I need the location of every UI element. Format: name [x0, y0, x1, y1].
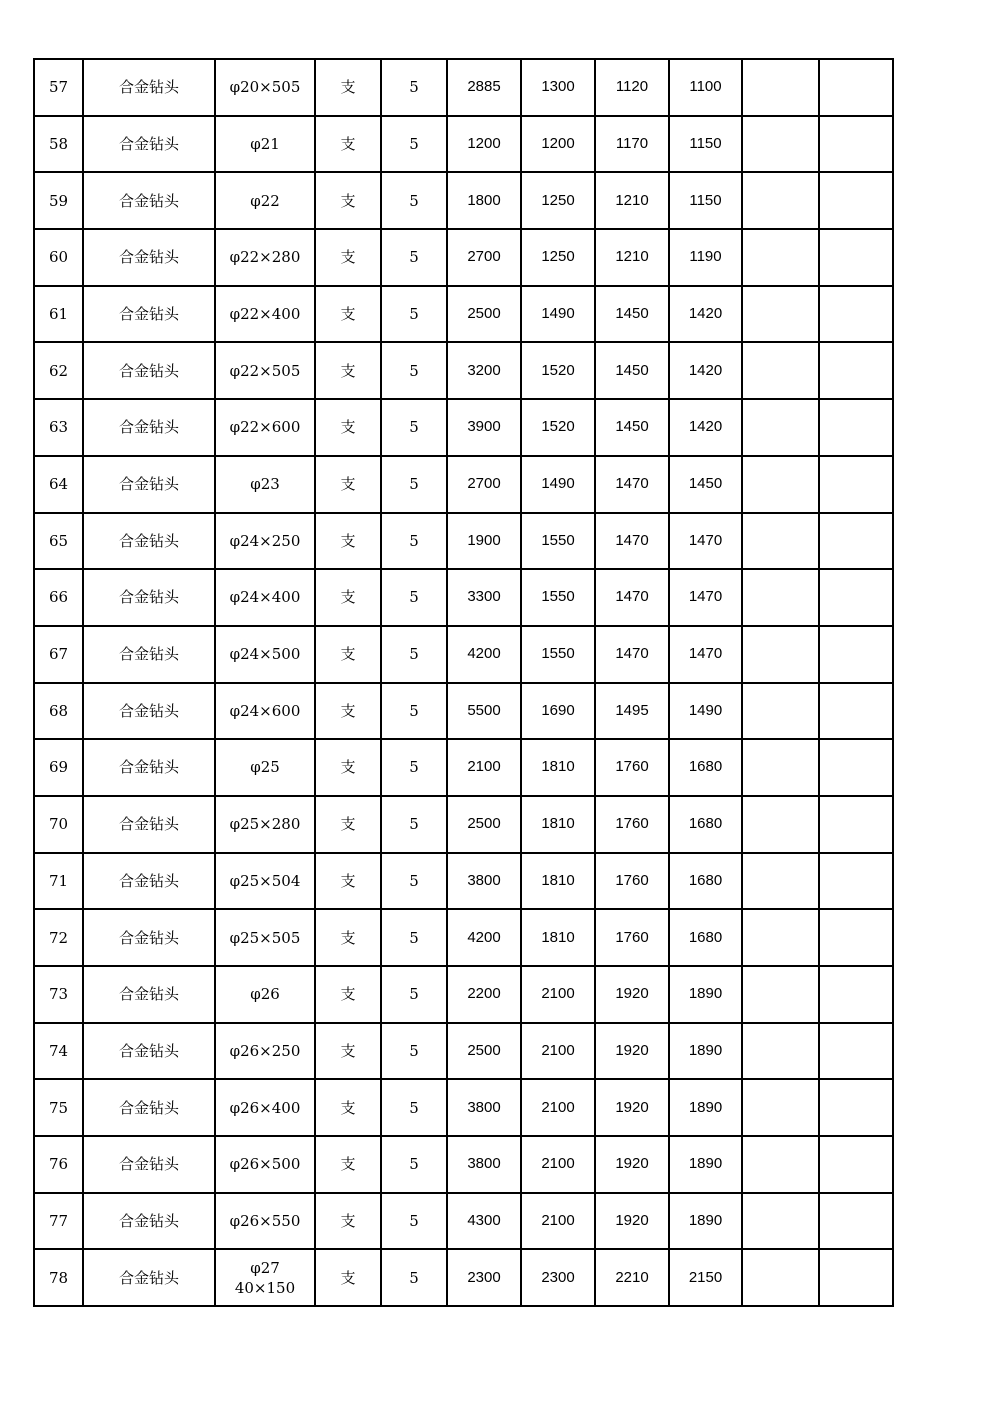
item-quantity: 5: [381, 1136, 447, 1193]
price-table: [33, 58, 894, 1307]
blank-cell-1: [742, 1079, 819, 1136]
item-quantity: 5: [381, 286, 447, 343]
row-number: 76: [34, 1136, 83, 1193]
row-number: 66: [34, 569, 83, 626]
blank-cell-2: [819, 342, 893, 399]
item-quantity: 5: [381, 513, 447, 570]
item-spec-line: φ22×400: [229, 304, 301, 323]
table-row: [34, 853, 893, 910]
price-1: 2500: [447, 286, 521, 343]
blank-cell-2: [819, 1193, 893, 1250]
item-spec-line: φ25×505: [229, 928, 301, 947]
price-3: 1470: [595, 569, 669, 626]
item-quantity: 5: [381, 59, 447, 116]
price-1: 3800: [447, 853, 521, 910]
price-2: 1520: [521, 399, 595, 456]
price-4: 1890: [669, 1193, 742, 1250]
price-4: 1190: [669, 229, 742, 286]
item-name: 合金钻头: [83, 626, 215, 683]
item-unit: 支: [315, 59, 381, 116]
item-name: 合金钻头: [83, 456, 215, 513]
row-number: 59: [34, 172, 83, 229]
item-spec-line: φ26×550: [229, 1211, 301, 1230]
item-unit: 支: [315, 342, 381, 399]
item-name: 合金钻头: [83, 683, 215, 740]
price-2: 1550: [521, 513, 595, 570]
item-spec-line: φ20×505: [229, 78, 301, 97]
price-1: 2300: [447, 1249, 521, 1306]
item-quantity: 5: [381, 1249, 447, 1306]
item-unit: 支: [315, 286, 381, 343]
item-unit: 支: [315, 853, 381, 910]
item-spec-line: φ21: [250, 134, 280, 153]
price-1: 4300: [447, 1193, 521, 1250]
price-3: 1470: [595, 456, 669, 513]
item-spec-line: φ24×250: [229, 531, 301, 550]
price-2: 1810: [521, 796, 595, 853]
blank-cell-1: [742, 513, 819, 570]
price-4: 1470: [669, 626, 742, 683]
price-2: 2100: [521, 1136, 595, 1193]
item-spec-line: φ25: [250, 758, 280, 777]
price-3: 1920: [595, 1079, 669, 1136]
item-unit: 支: [315, 683, 381, 740]
item-name: 合金钻头: [83, 1193, 215, 1250]
table-row: [34, 569, 893, 626]
item-spec-line: φ27: [250, 1258, 280, 1277]
blank-cell-1: [742, 683, 819, 740]
price-2: 1250: [521, 229, 595, 286]
price-3: 1760: [595, 909, 669, 966]
price-3: 2210: [595, 1249, 669, 1306]
blank-cell-1: [742, 456, 819, 513]
item-spec: [215, 342, 315, 399]
table-row: [34, 456, 893, 513]
item-quantity: 5: [381, 172, 447, 229]
item-spec: [215, 1249, 315, 1306]
table-row: [34, 399, 893, 456]
blank-cell-2: [819, 853, 893, 910]
blank-cell-2: [819, 569, 893, 626]
item-quantity: 5: [381, 683, 447, 740]
price-2: 1490: [521, 286, 595, 343]
price-1: 2885: [447, 59, 521, 116]
item-name: 合金钻头: [83, 229, 215, 286]
item-spec: [215, 1023, 315, 1080]
item-spec: [215, 569, 315, 626]
item-spec: [215, 739, 315, 796]
price-1: 3300: [447, 569, 521, 626]
price-1: 2100: [447, 739, 521, 796]
item-name: 合金钻头: [83, 286, 215, 343]
blank-cell-1: [742, 569, 819, 626]
table-row: [34, 342, 893, 399]
table-row: [34, 739, 893, 796]
item-quantity: 5: [381, 909, 447, 966]
item-spec-line: φ22×280: [229, 248, 301, 267]
blank-cell-2: [819, 172, 893, 229]
blank-cell-1: [742, 59, 819, 116]
blank-cell-1: [742, 966, 819, 1023]
price-1: 2500: [447, 796, 521, 853]
item-spec: [215, 853, 315, 910]
price-4: 1470: [669, 513, 742, 570]
price-3: 1450: [595, 399, 669, 456]
blank-cell-2: [819, 286, 893, 343]
price-2: 1520: [521, 342, 595, 399]
price-2: 1200: [521, 116, 595, 173]
item-name: 合金钻头: [83, 399, 215, 456]
item-name: 合金钻头: [83, 569, 215, 626]
item-unit: 支: [315, 796, 381, 853]
item-spec: [215, 286, 315, 343]
item-spec: [215, 513, 315, 570]
item-name: 合金钻头: [83, 342, 215, 399]
price-4: 1470: [669, 569, 742, 626]
price-4: 1680: [669, 739, 742, 796]
price-1: 5500: [447, 683, 521, 740]
blank-cell-2: [819, 513, 893, 570]
price-1: 4200: [447, 626, 521, 683]
price-2: 1550: [521, 569, 595, 626]
blank-cell-2: [819, 229, 893, 286]
price-4: 1680: [669, 853, 742, 910]
price-2: 2100: [521, 1023, 595, 1080]
price-1: 3800: [447, 1136, 521, 1193]
item-name: 合金钻头: [83, 1136, 215, 1193]
item-spec: [215, 1136, 315, 1193]
item-spec: [215, 399, 315, 456]
item-unit: 支: [315, 1193, 381, 1250]
blank-cell-2: [819, 966, 893, 1023]
blank-cell-1: [742, 286, 819, 343]
price-3: 1920: [595, 1136, 669, 1193]
item-name: 合金钻头: [83, 739, 215, 796]
price-3: 1920: [595, 1193, 669, 1250]
table-row: [34, 1023, 893, 1080]
table-row: [34, 966, 893, 1023]
item-spec-line: φ26×500: [229, 1155, 301, 1174]
row-number: 77: [34, 1193, 83, 1250]
row-number: 75: [34, 1079, 83, 1136]
price-1: 3200: [447, 342, 521, 399]
item-unit: 支: [315, 116, 381, 173]
price-1: 4200: [447, 909, 521, 966]
price-1: 3800: [447, 1079, 521, 1136]
item-spec: [215, 796, 315, 853]
price-4: 1150: [669, 116, 742, 173]
row-number: 70: [34, 796, 83, 853]
price-2: 1300: [521, 59, 595, 116]
item-spec-line-2: 40×150: [234, 1278, 296, 1297]
item-quantity: 5: [381, 966, 447, 1023]
item-unit: 支: [315, 513, 381, 570]
item-spec: [215, 59, 315, 116]
blank-cell-1: [742, 796, 819, 853]
price-1: 2500: [447, 1023, 521, 1080]
row-number: 69: [34, 739, 83, 796]
row-number: 73: [34, 966, 83, 1023]
price-3: 1450: [595, 286, 669, 343]
price-3: 1920: [595, 1023, 669, 1080]
blank-cell-2: [819, 1136, 893, 1193]
price-4: 1890: [669, 1136, 742, 1193]
blank-cell-2: [819, 116, 893, 173]
item-spec-line: φ24×400: [229, 588, 301, 607]
row-number: 74: [34, 1023, 83, 1080]
item-name: 合金钻头: [83, 853, 215, 910]
row-number: 62: [34, 342, 83, 399]
item-unit: 支: [315, 739, 381, 796]
row-number: 72: [34, 909, 83, 966]
table-row: [34, 59, 893, 116]
item-spec-line: φ26×400: [229, 1098, 301, 1117]
blank-cell-2: [819, 399, 893, 456]
table-row: [34, 626, 893, 683]
item-spec-line: φ22: [250, 191, 280, 210]
item-unit: 支: [315, 1023, 381, 1080]
price-4: 2150: [669, 1249, 742, 1306]
item-spec: [215, 683, 315, 740]
item-name: 合金钻头: [83, 909, 215, 966]
blank-cell-1: [742, 626, 819, 683]
item-unit: 支: [315, 1249, 381, 1306]
price-1: 2200: [447, 966, 521, 1023]
row-number: 67: [34, 626, 83, 683]
blank-cell-2: [819, 909, 893, 966]
item-quantity: 5: [381, 342, 447, 399]
item-unit: 支: [315, 1079, 381, 1136]
price-2: 1810: [521, 853, 595, 910]
item-spec: [215, 229, 315, 286]
row-number: 57: [34, 59, 83, 116]
price-2: 1490: [521, 456, 595, 513]
blank-cell-1: [742, 116, 819, 173]
blank-cell-1: [742, 1249, 819, 1306]
item-name: 合金钻头: [83, 513, 215, 570]
item-spec-line: φ26: [250, 985, 280, 1004]
item-quantity: 5: [381, 569, 447, 626]
item-quantity: 5: [381, 796, 447, 853]
item-unit: 支: [315, 966, 381, 1023]
item-spec-line: φ24×600: [229, 701, 301, 720]
table-row: [34, 683, 893, 740]
price-2: 1690: [521, 683, 595, 740]
price-3: 1470: [595, 626, 669, 683]
blank-cell-1: [742, 399, 819, 456]
price-4: 1420: [669, 286, 742, 343]
item-quantity: 5: [381, 739, 447, 796]
item-spec: [215, 909, 315, 966]
item-name: 合金钻头: [83, 796, 215, 853]
item-name: 合金钻头: [83, 116, 215, 173]
table-row: [34, 1193, 893, 1250]
item-spec: [215, 456, 315, 513]
price-1: 3900: [447, 399, 521, 456]
blank-cell-1: [742, 853, 819, 910]
item-quantity: 5: [381, 229, 447, 286]
item-spec-line: φ22×600: [229, 418, 301, 437]
price-3: 1760: [595, 796, 669, 853]
table-row: [34, 796, 893, 853]
item-spec: [215, 1193, 315, 1250]
blank-cell-2: [819, 59, 893, 116]
blank-cell-1: [742, 739, 819, 796]
item-unit: 支: [315, 172, 381, 229]
price-3: 1170: [595, 116, 669, 173]
item-spec-line: φ25×280: [229, 815, 301, 834]
price-4: 1890: [669, 1079, 742, 1136]
item-quantity: 5: [381, 1193, 447, 1250]
item-name: 合金钻头: [83, 966, 215, 1023]
item-spec: [215, 172, 315, 229]
blank-cell-1: [742, 172, 819, 229]
item-spec-line: φ22×505: [229, 361, 301, 380]
price-1: 2700: [447, 229, 521, 286]
row-number: 60: [34, 229, 83, 286]
price-3: 1760: [595, 853, 669, 910]
item-unit: 支: [315, 569, 381, 626]
price-2: 1810: [521, 909, 595, 966]
blank-cell-2: [819, 739, 893, 796]
price-2: 1810: [521, 739, 595, 796]
blank-cell-1: [742, 909, 819, 966]
item-quantity: 5: [381, 399, 447, 456]
price-2: 1250: [521, 172, 595, 229]
blank-cell-2: [819, 1249, 893, 1306]
table-row: [34, 229, 893, 286]
item-name: 合金钻头: [83, 1023, 215, 1080]
item-spec: [215, 1079, 315, 1136]
blank-cell-1: [742, 342, 819, 399]
price-4: 1680: [669, 909, 742, 966]
item-spec-line: φ25×504: [229, 871, 301, 890]
blank-cell-1: [742, 1193, 819, 1250]
price-4: 1150: [669, 172, 742, 229]
blank-cell-2: [819, 796, 893, 853]
price-3: 1495: [595, 683, 669, 740]
item-quantity: 5: [381, 853, 447, 910]
blank-cell-1: [742, 229, 819, 286]
item-spec-line: φ23: [250, 475, 280, 494]
table-row: [34, 172, 893, 229]
price-4: 1680: [669, 796, 742, 853]
row-number: 65: [34, 513, 83, 570]
price-3: 1920: [595, 966, 669, 1023]
price-3: 1450: [595, 342, 669, 399]
price-4: 1100: [669, 59, 742, 116]
price-1: 1200: [447, 116, 521, 173]
price-1: 1900: [447, 513, 521, 570]
price-4: 1420: [669, 399, 742, 456]
price-2: 2300: [521, 1249, 595, 1306]
blank-cell-2: [819, 626, 893, 683]
blank-cell-2: [819, 1079, 893, 1136]
item-spec: [215, 966, 315, 1023]
blank-cell-1: [742, 1136, 819, 1193]
price-4: 1420: [669, 342, 742, 399]
item-quantity: 5: [381, 1079, 447, 1136]
row-number: 58: [34, 116, 83, 173]
row-number: 78: [34, 1249, 83, 1306]
row-number: 64: [34, 456, 83, 513]
table-row: [34, 909, 893, 966]
price-4: 1890: [669, 966, 742, 1023]
item-quantity: 5: [381, 1023, 447, 1080]
price-2: 2100: [521, 1193, 595, 1250]
price-4: 1890: [669, 1023, 742, 1080]
item-unit: 支: [315, 229, 381, 286]
price-1: 2700: [447, 456, 521, 513]
table-row: [34, 286, 893, 343]
table-row: [34, 513, 893, 570]
table-row: [34, 1136, 893, 1193]
price-3: 1210: [595, 172, 669, 229]
table-body: [34, 59, 893, 1306]
row-number: 71: [34, 853, 83, 910]
price-4: 1490: [669, 683, 742, 740]
row-number: 68: [34, 683, 83, 740]
item-spec-line: φ26×250: [229, 1041, 301, 1060]
item-quantity: 5: [381, 626, 447, 683]
price-3: 1470: [595, 513, 669, 570]
price-4: 1450: [669, 456, 742, 513]
item-quantity: 5: [381, 116, 447, 173]
table-row: [34, 1079, 893, 1136]
item-spec: [215, 116, 315, 173]
item-spec: [215, 626, 315, 683]
price-2: 2100: [521, 966, 595, 1023]
item-unit: 支: [315, 909, 381, 966]
table-row: [34, 116, 893, 173]
blank-cell-1: [742, 1023, 819, 1080]
row-number: 63: [34, 399, 83, 456]
item-name: 合金钻头: [83, 172, 215, 229]
blank-cell-2: [819, 1023, 893, 1080]
item-unit: 支: [315, 399, 381, 456]
price-3: 1120: [595, 59, 669, 116]
item-unit: 支: [315, 456, 381, 513]
table-row: [34, 1249, 893, 1306]
row-number: 61: [34, 286, 83, 343]
price-3: 1210: [595, 229, 669, 286]
item-unit: 支: [315, 1136, 381, 1193]
blank-cell-2: [819, 456, 893, 513]
item-name: 合金钻头: [83, 1249, 215, 1306]
item-name: 合金钻头: [83, 59, 215, 116]
item-quantity: 5: [381, 456, 447, 513]
price-1: 1800: [447, 172, 521, 229]
price-2: 2100: [521, 1079, 595, 1136]
price-2: 1550: [521, 626, 595, 683]
item-spec-line: φ24×500: [229, 645, 301, 664]
blank-cell-2: [819, 683, 893, 740]
price-3: 1760: [595, 739, 669, 796]
item-unit: 支: [315, 626, 381, 683]
item-name: 合金钻头: [83, 1079, 215, 1136]
